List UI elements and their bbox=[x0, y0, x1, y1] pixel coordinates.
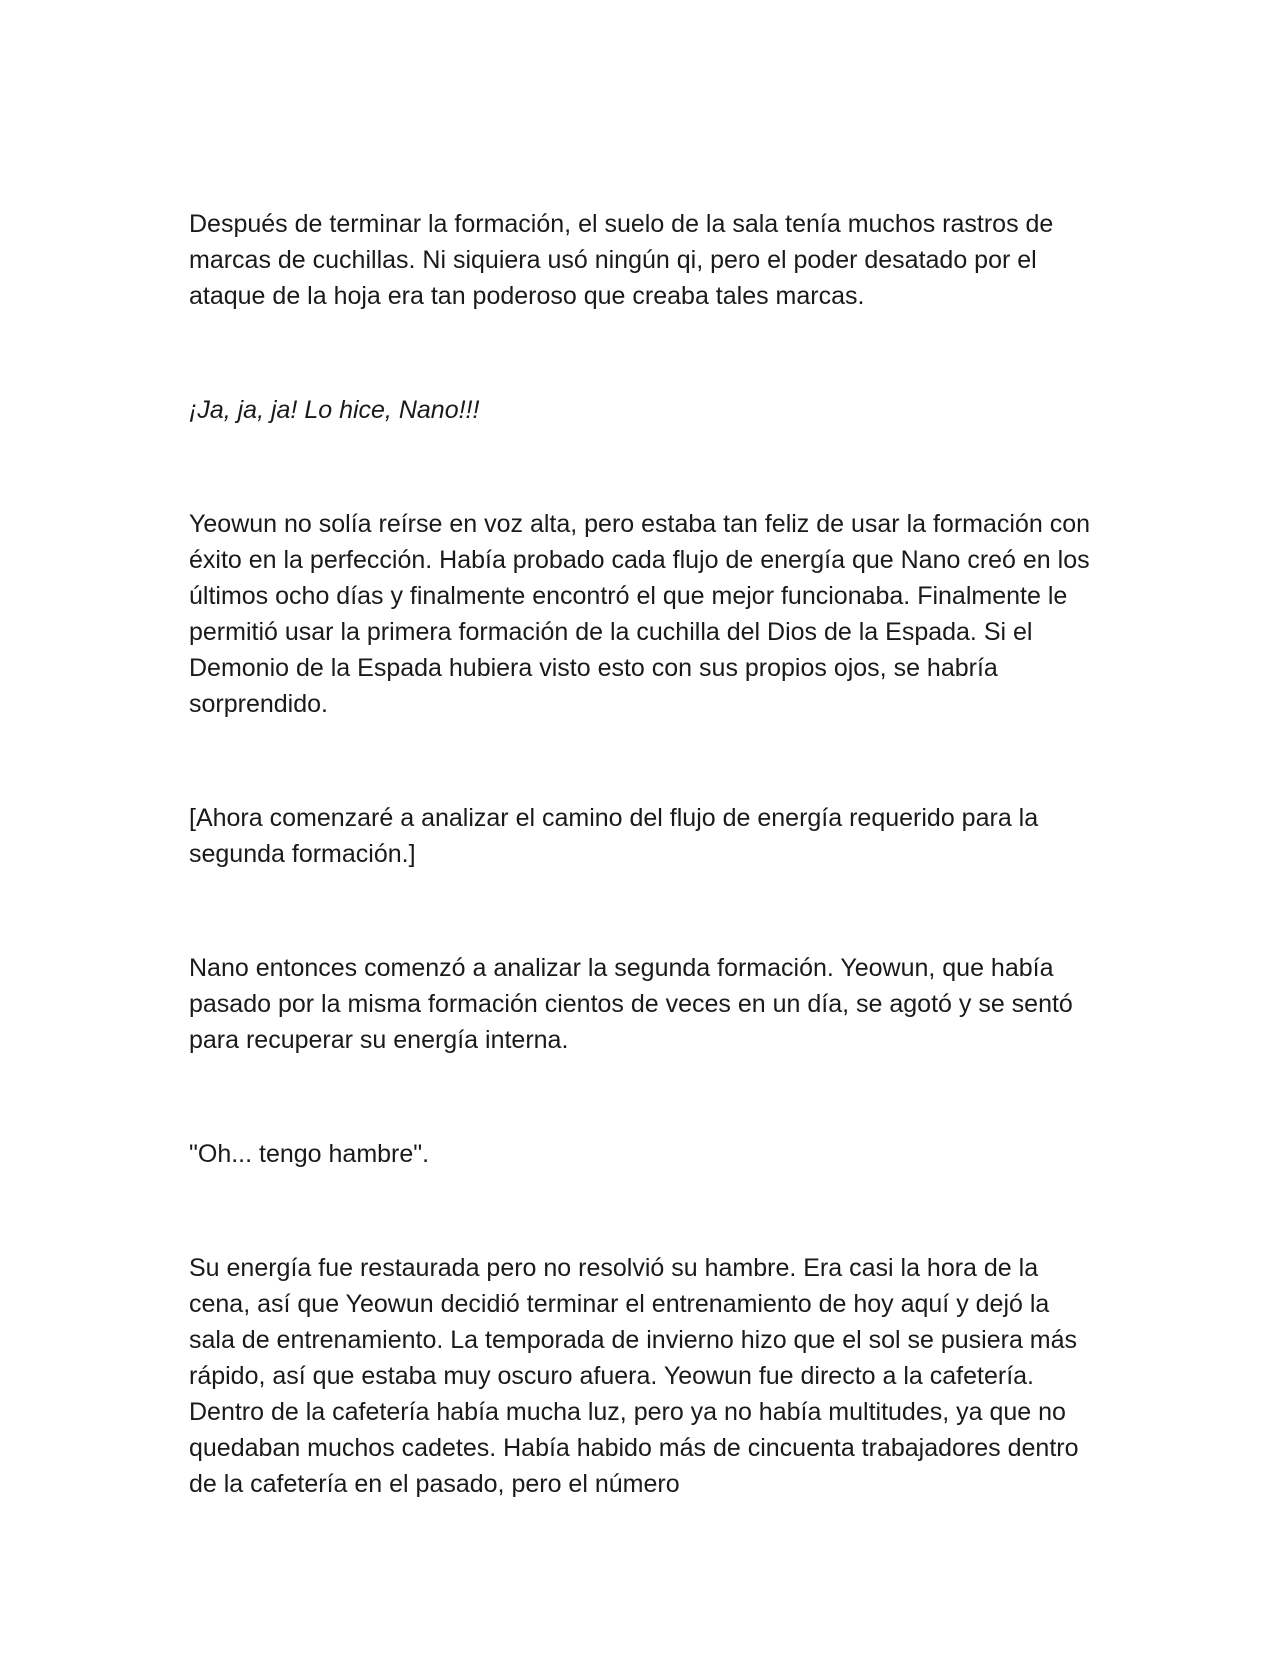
document-body bbox=[189, 206, 1101, 1580]
paragraph-3: Yeowun no solía reírse en voz alta, pero estaba tan feliz de usar la formación con éxito en la perfección. Había probado cada flujo de energía que Nano creó en los últimos ocho días y finalmente encontró el que mejor funcionaba. Finalmente le permitió usar la primera formación de la cuchilla del Dios de la Espada. Si el Demonio de la Espada hubiera visto esto con sus propios ojos, se habría sorprendido. bbox=[189, 510, 1091, 718]
paragraph-5: Nano entonces comenzó a analizar la segunda formación. Yeowun, que había pasado por la misma formación cientos de veces en un día, se agotó y se sentó para recuperar su energía interna. bbox=[189, 954, 1073, 1054]
paragraph-6-dialogue: "Oh... tengo hambre". bbox=[189, 1140, 430, 1168]
paragraph-7: Su energía fue restaurada pero no resolvió su hambre. Era casi la hora de la cena, así que Yeowun decidió terminar el entrenamiento de hoy aquí y dejó la sala de entrenamiento. La temporada de invierno hizo que el sol se pusiera más rápido, así que estaba muy oscuro afuera. Yeowun fue directo a la cafetería. Dentro de la cafetería había mucha luz, pero ya no había multitudes, ya que no quedaban muchos cadetes. Había habido más de cincuenta trabajadores dentro de la cafetería en el pasado, pero el número bbox=[189, 1254, 1079, 1498]
paragraph-4-system-message: [Ahora comenzaré a analizar el camino del flujo de energía requerido para la segunda formación.] bbox=[189, 804, 1039, 868]
paragraph-2-italic-exclamation: ¡Ja, ja, ja! Lo hice, Nano!!! bbox=[189, 396, 480, 424]
paragraph-1: Después de terminar la formación, el suelo de la sala tenía muchos rastros de marcas de cuchillas. Ni siquiera usó ningún qi, pero el poder desatado por el ataque de la hoja era tan poderoso que creaba tales marcas. bbox=[189, 210, 1054, 310]
